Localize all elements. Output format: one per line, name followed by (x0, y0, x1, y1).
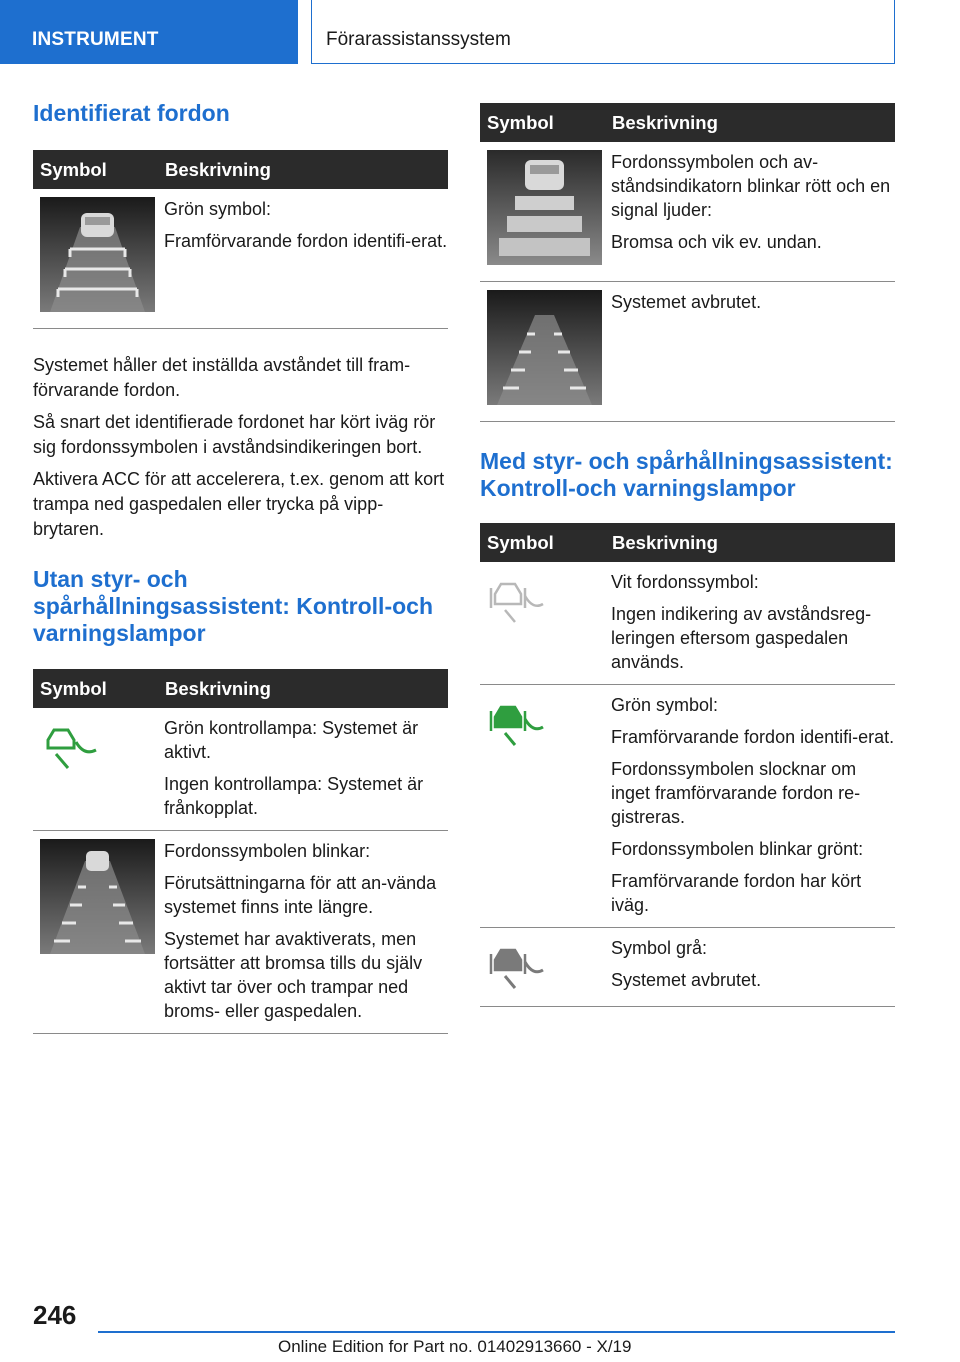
col-description-header: Beskrivning (157, 150, 448, 189)
section-tab: INSTRUMENT (0, 0, 298, 64)
heading-without-lane-assist: Utan styr- och spårhållningsassistent: Kontroll-och varningslampor (33, 566, 433, 646)
road-with-vehicle-icon (40, 197, 155, 312)
right-column (480, 103, 895, 1007)
col-symbol-header: Symbol (33, 669, 157, 708)
desc-line: Grön symbol: (611, 695, 719, 715)
desc-line: Fordonssymbolen blinkar: (164, 841, 371, 861)
col-description-header: Beskrivning (604, 523, 895, 562)
desc-line: Systemet avbrutet. (611, 970, 762, 990)
empty-road-icon (487, 290, 602, 405)
table-without-lane-assist (33, 669, 448, 1034)
green-vehicle-distance-icon (40, 720, 100, 770)
body-paragraph: Systemet håller det inställda avståndet till fram-förvarande fordon. (33, 355, 411, 400)
green-vehicle-distance-icon (487, 697, 547, 747)
desc-line: Vit fordonssymbol: (611, 572, 759, 592)
desc-line: Bromsa och vik ev. undan. (611, 232, 822, 252)
grey-vehicle-distance-icon (487, 940, 547, 990)
desc-line: Grön kontrollampa: Systemet är aktivt. (164, 718, 419, 762)
page-number: 246 (33, 1300, 77, 1330)
table-row (33, 189, 448, 329)
desc-line: Framförvarande fordon identifi-erat. (611, 727, 895, 747)
desc-line: Symbol grå: (611, 938, 708, 958)
desc-line: Fordonssymbolen blinkar grönt: (611, 839, 864, 859)
white-vehicle-distance-icon (487, 574, 547, 624)
table-row (480, 928, 895, 1007)
desc-line: Framförvarande fordon har kört iväg. (611, 871, 862, 915)
desc-line: Systemet har avaktiverats, men fortsätter att bromsa tills du själv aktivt tar över och trampar ned broms- eller gaspedalen. (164, 929, 423, 1021)
col-symbol-header: Symbol (480, 523, 604, 562)
left-column (33, 100, 448, 1034)
table-row (480, 142, 895, 282)
body-paragraph: Så snart det identifierade fordonet har kört iväg rör sig fordonssymbolen i avståndsindikeringen bort. (33, 412, 436, 457)
table-warning-states (480, 103, 895, 422)
heading-identified-vehicle: Identifierat fordon (33, 100, 230, 126)
table-row (480, 282, 895, 422)
road-with-vehicle-icon (40, 839, 155, 954)
desc-line: Ingen kontrollampa: Systemet är frånkopplat. (164, 774, 424, 818)
table-row (33, 708, 448, 831)
body-paragraph: Aktivera ACC för att accelerera, t.ex. genom att kort trampa ned gaspedalen eller trycka på vipp-brytaren. (33, 469, 445, 539)
heading-with-lane-assist: Med styr- och spårhållningsassistent: Kontroll-och varningslampor (480, 448, 893, 501)
desc-line: Fordonssymbolen och av-ståndsindikatorn blinkar rött och en signal ljuder: (611, 152, 891, 220)
desc-line: Förutsättningarna för att an-vända systemet finns inte längre. (164, 873, 437, 917)
col-description-header: Beskrivning (604, 103, 895, 142)
desc-line: Systemet avbrutet. (611, 292, 762, 312)
flashing-distance-indicator-icon (487, 150, 602, 265)
col-symbol-header: Symbol (33, 150, 157, 189)
col-description-header: Beskrivning (157, 669, 448, 708)
desc-line: Fordonssymbolen slocknar om inget framförvarande fordon re-gistreras. (611, 759, 861, 827)
table-row (480, 685, 895, 928)
table-row (33, 831, 448, 1034)
footer-divider (98, 1331, 895, 1333)
chapter-title: Förarassistanssystem (311, 0, 895, 64)
desc-line: Grön symbol: (164, 199, 272, 219)
desc-line: Ingen indikering av avståndsreg-leringen eftersom gaspedalen används. (611, 604, 872, 672)
table-with-lane-assist (480, 523, 895, 1007)
edition-footer: Online Edition for Part no. 01402913660 - X/19 (278, 1337, 632, 1356)
table-row (480, 562, 895, 685)
table-identified-vehicle (33, 150, 448, 329)
desc-line: Framförvarande fordon identifi-erat. (164, 231, 448, 251)
col-symbol-header: Symbol (480, 103, 604, 142)
